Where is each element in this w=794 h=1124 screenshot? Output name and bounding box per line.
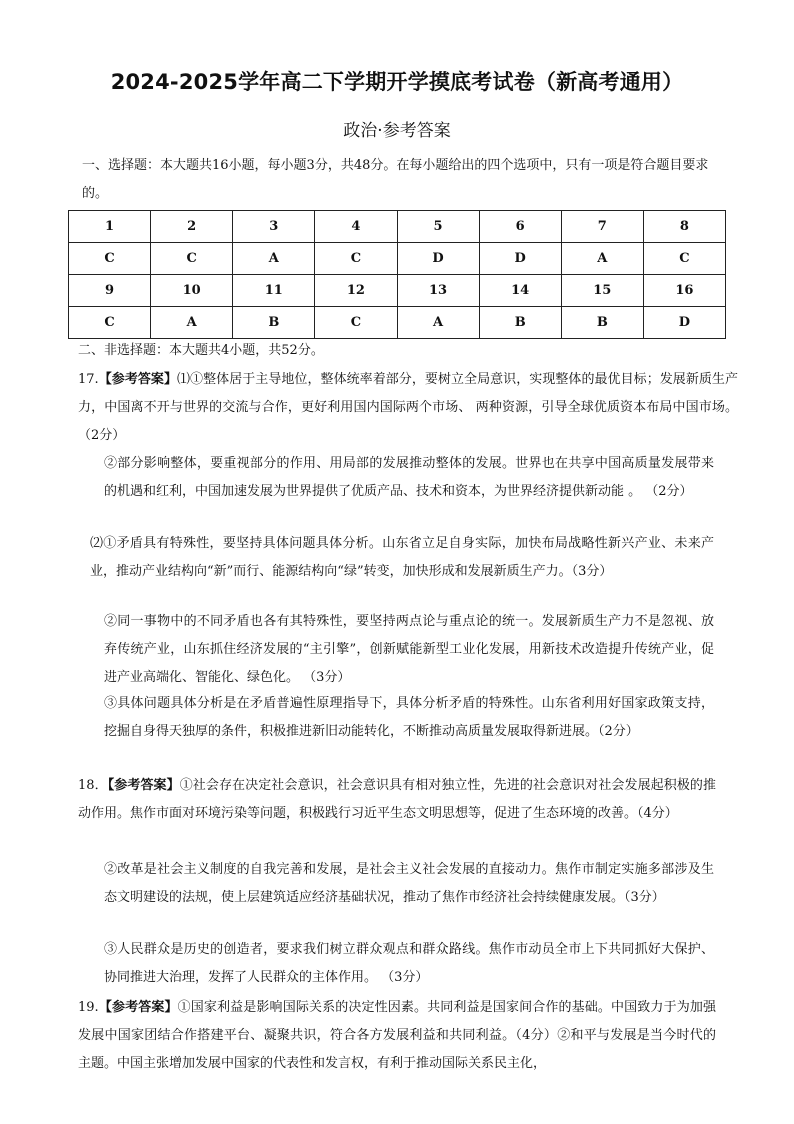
q17-paragraph-3: ⑵①矛盾具有特殊性，要坚持具体问题具体分析。山东省立足自身实际，加快布局战略性新兴产业、未来产业，推动产业结构向“新”而行、能源结构向“绿”转变，加快形成和发展新质生产力。（3分） <box>90 536 714 579</box>
table-cell: A <box>233 243 315 275</box>
table-cell: 1 <box>69 211 151 243</box>
q17-paragraph-1 <box>78 366 738 450</box>
section-1-heading: 一、选择题：本大题共16小题，每小题3分，共48分。在每小题给出的四个选项中，只有一项是符合题目要求的。 <box>82 158 709 201</box>
table-cell: B <box>233 307 315 339</box>
q18-text-1: ①社会存在决定社会意识，社会意识具有相对独立性，先进的社会意识对社会发展起积极的推动作用。焦作市面对环境污染等问题，积极践行习近平生态文明思想等，促进了生态环境的改善。（4分） <box>78 778 716 821</box>
table-row-question-numbers <box>69 211 726 243</box>
table-row-question-numbers <box>69 275 726 307</box>
table-row-answers <box>69 307 726 339</box>
table-cell: C <box>151 243 233 275</box>
q18-paragraph-1 <box>78 772 716 828</box>
table-cell: 15 <box>561 275 643 307</box>
q19-answer-tag: 【参考答案】 <box>98 1000 178 1015</box>
table-cell: 10 <box>151 275 233 307</box>
table-cell: C <box>315 243 397 275</box>
q18-answer-tag: 【参考答案】 <box>107 778 180 793</box>
table-cell: 11 <box>233 275 315 307</box>
table-cell: 4 <box>315 211 397 243</box>
table-cell: C <box>643 243 725 275</box>
q18-number: 18． <box>78 778 108 793</box>
q18-paragraph-3: ③人民群众是历史的创造者，要求我们树立群众观点和群众路线。焦作市动员全市上下共同抓好大保护、协同推进大治理，发挥了人民群众的主体作用。 （3分） <box>104 942 714 985</box>
table-cell: C <box>69 243 151 275</box>
table-cell: 5 <box>397 211 479 243</box>
q17-answer-tag: 【参考答案】 <box>98 372 178 387</box>
q17-text-1: ⑴①整体居于主导地位，整体统率着部分，要树立全局意识，实现整体的最优目标；发展新质生产力，中国离不开与世界的交流与合作，更好利用国内国际两个市场、 两种资源，引导全球优质资本布局中国市场。 （2分） <box>78 372 738 443</box>
q19-number: 19. <box>78 1000 99 1015</box>
q17-paragraph-5: ③具体问题具体分析是在矛盾普遍性原理指导下，具体分析矛盾的特殊性。山东省利用好国家政策支持，挖掘自身得天独厚的条件，积极推进新旧动能转化，不断推动高质量发展取得新进展。（2分） <box>104 696 714 739</box>
table-cell: 12 <box>315 275 397 307</box>
answer-table <box>68 210 726 339</box>
q17-paragraph-4: ②同一事物中的不同矛盾也各有其特殊性，要坚持两点论与重点论的统一。发展新质生产力不是忽视、放弃传统产业，山东抓住经济发展的“主引擎”，创新赋能新型工业化发展，用新技术改造提升传统产业，促进产业高端化、智能化、绿色化。 （3分） <box>104 614 714 685</box>
table-cell: 6 <box>479 211 561 243</box>
table-row-answers <box>69 243 726 275</box>
q19-text-1: ①国家利益是影响国际关系的决定性因素。共同利益是国家间合作的基础。中国致力于为加强发展中国家团结合作搭建平台、凝聚共识，符合各方发展利益和共同利益。（4分）②和平与发展是当今时代的主题。中国主张增加发展中国家的代表性和发言权，有利于推动国际关系民主化， <box>78 1000 716 1071</box>
table-cell: 7 <box>561 211 643 243</box>
table-cell: D <box>397 243 479 275</box>
table-cell: 16 <box>643 275 725 307</box>
table-cell: 9 <box>69 275 151 307</box>
table-cell: 2 <box>151 211 233 243</box>
page-subtitle: 政治·参考答案 <box>343 121 451 141</box>
table-cell: 3 <box>233 211 315 243</box>
table-cell: A <box>151 307 233 339</box>
table-cell: B <box>561 307 643 339</box>
table-cell: C <box>69 307 151 339</box>
table-cell: A <box>397 307 479 339</box>
q17-number: 17. <box>78 372 99 387</box>
page-title: 2024-2025学年高二下学期开学摸底考试卷（新高考通用） <box>110 70 684 94</box>
table-cell: D <box>479 243 561 275</box>
table-cell: A <box>561 243 643 275</box>
section-2-heading: 二、非选择题：本大题共4小题，共52分。 <box>78 343 324 358</box>
table-cell: 14 <box>479 275 561 307</box>
q18-paragraph-2: ②改革是社会主义制度的自我完善和发展，是社会主义社会发展的直接动力。焦作市制定实施多部涉及生态文明建设的法规，使上层建筑适应经济基础状况，推动了焦作市经济社会持续健康发展。（3分） <box>104 862 714 905</box>
q17-paragraph-2: ②部分影响整体，要重视部分的作用、用局部的发展推动整体的发展。世界也在共享中国高质量发展带来的机遇和红利，中国加速发展为世界提供了优质产品、技术和资本，为世界经济提供新动能 。 （2分） <box>104 456 714 499</box>
table-cell: B <box>479 307 561 339</box>
q19-paragraph-1 <box>78 994 716 1078</box>
table-cell: 13 <box>397 275 479 307</box>
table-cell: D <box>643 307 725 339</box>
table-cell: C <box>315 307 397 339</box>
table-cell: 8 <box>643 211 725 243</box>
